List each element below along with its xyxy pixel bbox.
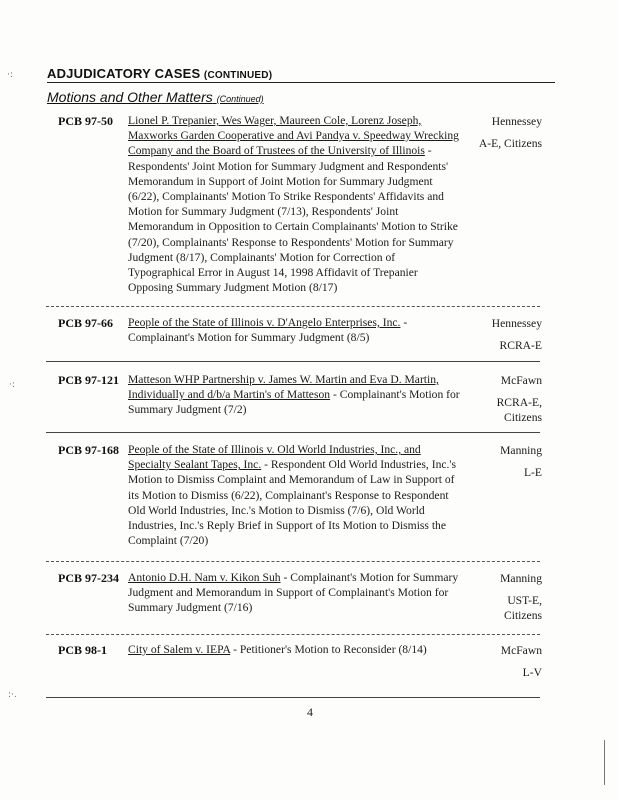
case-separator bbox=[46, 634, 540, 635]
case-assignment bbox=[468, 316, 542, 353]
case-entry bbox=[128, 642, 463, 657]
case-number: PCB 97-168 bbox=[58, 443, 119, 457]
page-number: 4 bbox=[307, 705, 313, 719]
case-assignment bbox=[468, 571, 542, 624]
case-parties: Antonio D.H. Nam v. Kikon Suh bbox=[128, 571, 281, 584]
case-assignment bbox=[468, 643, 542, 680]
case-separator bbox=[46, 561, 540, 562]
footer-rule bbox=[46, 697, 540, 698]
case-description: - Complainant's Motion for Summary Judgment (8/5) bbox=[128, 316, 408, 345]
case-description: - Respondent Old World Industries, Inc.'s Motion to Dismiss Complaint and Memorandum of Law in Support of its Motion to Dismiss (6/22), Complainant's Response to Respondent Old World Industries, Inc.'s Motion to Dismiss (7/6), Old World Industries, Inc.'s Reply Brief in Support of Its Motion to Dismiss the Complaint (7/20) bbox=[128, 458, 457, 548]
case-description: - Petitioner's Motion to Reconsider (8/14) bbox=[230, 643, 427, 656]
case-category: RCRA-E, Citizens bbox=[496, 395, 542, 424]
case-category: L-V bbox=[522, 665, 542, 679]
case-entry bbox=[128, 570, 463, 616]
case-entry bbox=[128, 315, 463, 345]
section-continued: (CONTINUED) bbox=[203, 70, 273, 81]
case-assignment bbox=[468, 373, 542, 426]
scan-speck: ·: bbox=[9, 380, 15, 390]
case-parties: City of Salem v. IEPA bbox=[128, 643, 231, 656]
case-category: UST-E, Citizens bbox=[504, 593, 542, 622]
case-assignment bbox=[468, 443, 542, 480]
case-category: RCRA-E bbox=[499, 338, 542, 352]
section-title-text: ADJUDICATORY CASES bbox=[47, 66, 201, 81]
subsection-title-text: Motions and Other Matters bbox=[47, 89, 213, 105]
case-parties: Lionel P. Trepanier, Wes Wager, Maureen Cole, Lorenz Joseph, Maxworks Garden Cooperative and Avi Pandya v. Speedway Wrecking Company and the Board of Trustees of the University of Illinois bbox=[128, 114, 459, 158]
subsection-continued: (Continued) bbox=[216, 94, 264, 104]
case-entry bbox=[128, 372, 463, 418]
scan-speck: ·: bbox=[7, 70, 13, 80]
case-judge: McFawn bbox=[500, 374, 542, 387]
case-parties: Matteson WHP Partnership v. James W. Martin and Eva D. Martin, Individually and d/b/a Martin's of Matteson bbox=[128, 373, 439, 402]
case-number: PCB 98-1 bbox=[58, 643, 107, 657]
case-number: PCB 97-66 bbox=[58, 316, 113, 330]
case-judge: Hennessey bbox=[491, 317, 542, 330]
case-entry bbox=[128, 442, 463, 548]
case-number: PCB 97-50 bbox=[58, 114, 113, 128]
case-category: L-E bbox=[523, 465, 542, 479]
case-description: - Respondents' Joint Motion for Summary Judgment and Respondents' Memorandum in Support of Joint Motion for Summary Judgment (6/22), Complainants' Motion To Strike Respondents' Affidavits and Motion for Summary Judgment (7/13), Respondents' Joint Memorandum in Opposition to Certain Complainants' Motion to Strike (7/20), Complainants' Response to Respondents' Motion for Summary Judgment (8/17), Complainants' Motion for Correction of Typographical Error in August 14, 1998 Affidavit of Trepanier Opposing Summary Judgment Motion (8/17) bbox=[128, 144, 458, 295]
case-entry bbox=[128, 113, 463, 295]
subsection-title bbox=[47, 89, 264, 105]
case-assignment bbox=[468, 114, 542, 151]
case-number: PCB 97-234 bbox=[58, 571, 119, 585]
case-separator bbox=[46, 306, 540, 307]
case-judge: Manning bbox=[500, 444, 542, 457]
case-category: A-E, Citizens bbox=[478, 136, 542, 150]
section-title bbox=[47, 66, 272, 81]
case-separator bbox=[46, 432, 540, 433]
header-rule bbox=[47, 82, 555, 83]
case-parties: People of the State of Illinois v. D'Angelo Enterprises, Inc. bbox=[128, 316, 401, 329]
scan-speck: :·. bbox=[8, 690, 17, 700]
case-description: - Complainant's Motion for Summary Judgment (7/2) bbox=[128, 388, 460, 417]
case-parties: People of the State of Illinois v. Old World Industries, Inc., and Specialty Sealant Tapes, Inc. bbox=[128, 443, 421, 472]
case-judge: McFawn bbox=[500, 644, 542, 657]
case-description: - Complainant's Motion for Summary Judgment and Memorandum in Support of Complainant's Motion for Summary Judgment (7/16) bbox=[128, 571, 459, 615]
case-number: PCB 97-121 bbox=[58, 373, 119, 387]
case-judge: Hennessey bbox=[491, 115, 542, 128]
scan-edge-mark bbox=[604, 740, 605, 785]
case-separator bbox=[46, 361, 540, 362]
case-judge: Manning bbox=[500, 572, 542, 585]
